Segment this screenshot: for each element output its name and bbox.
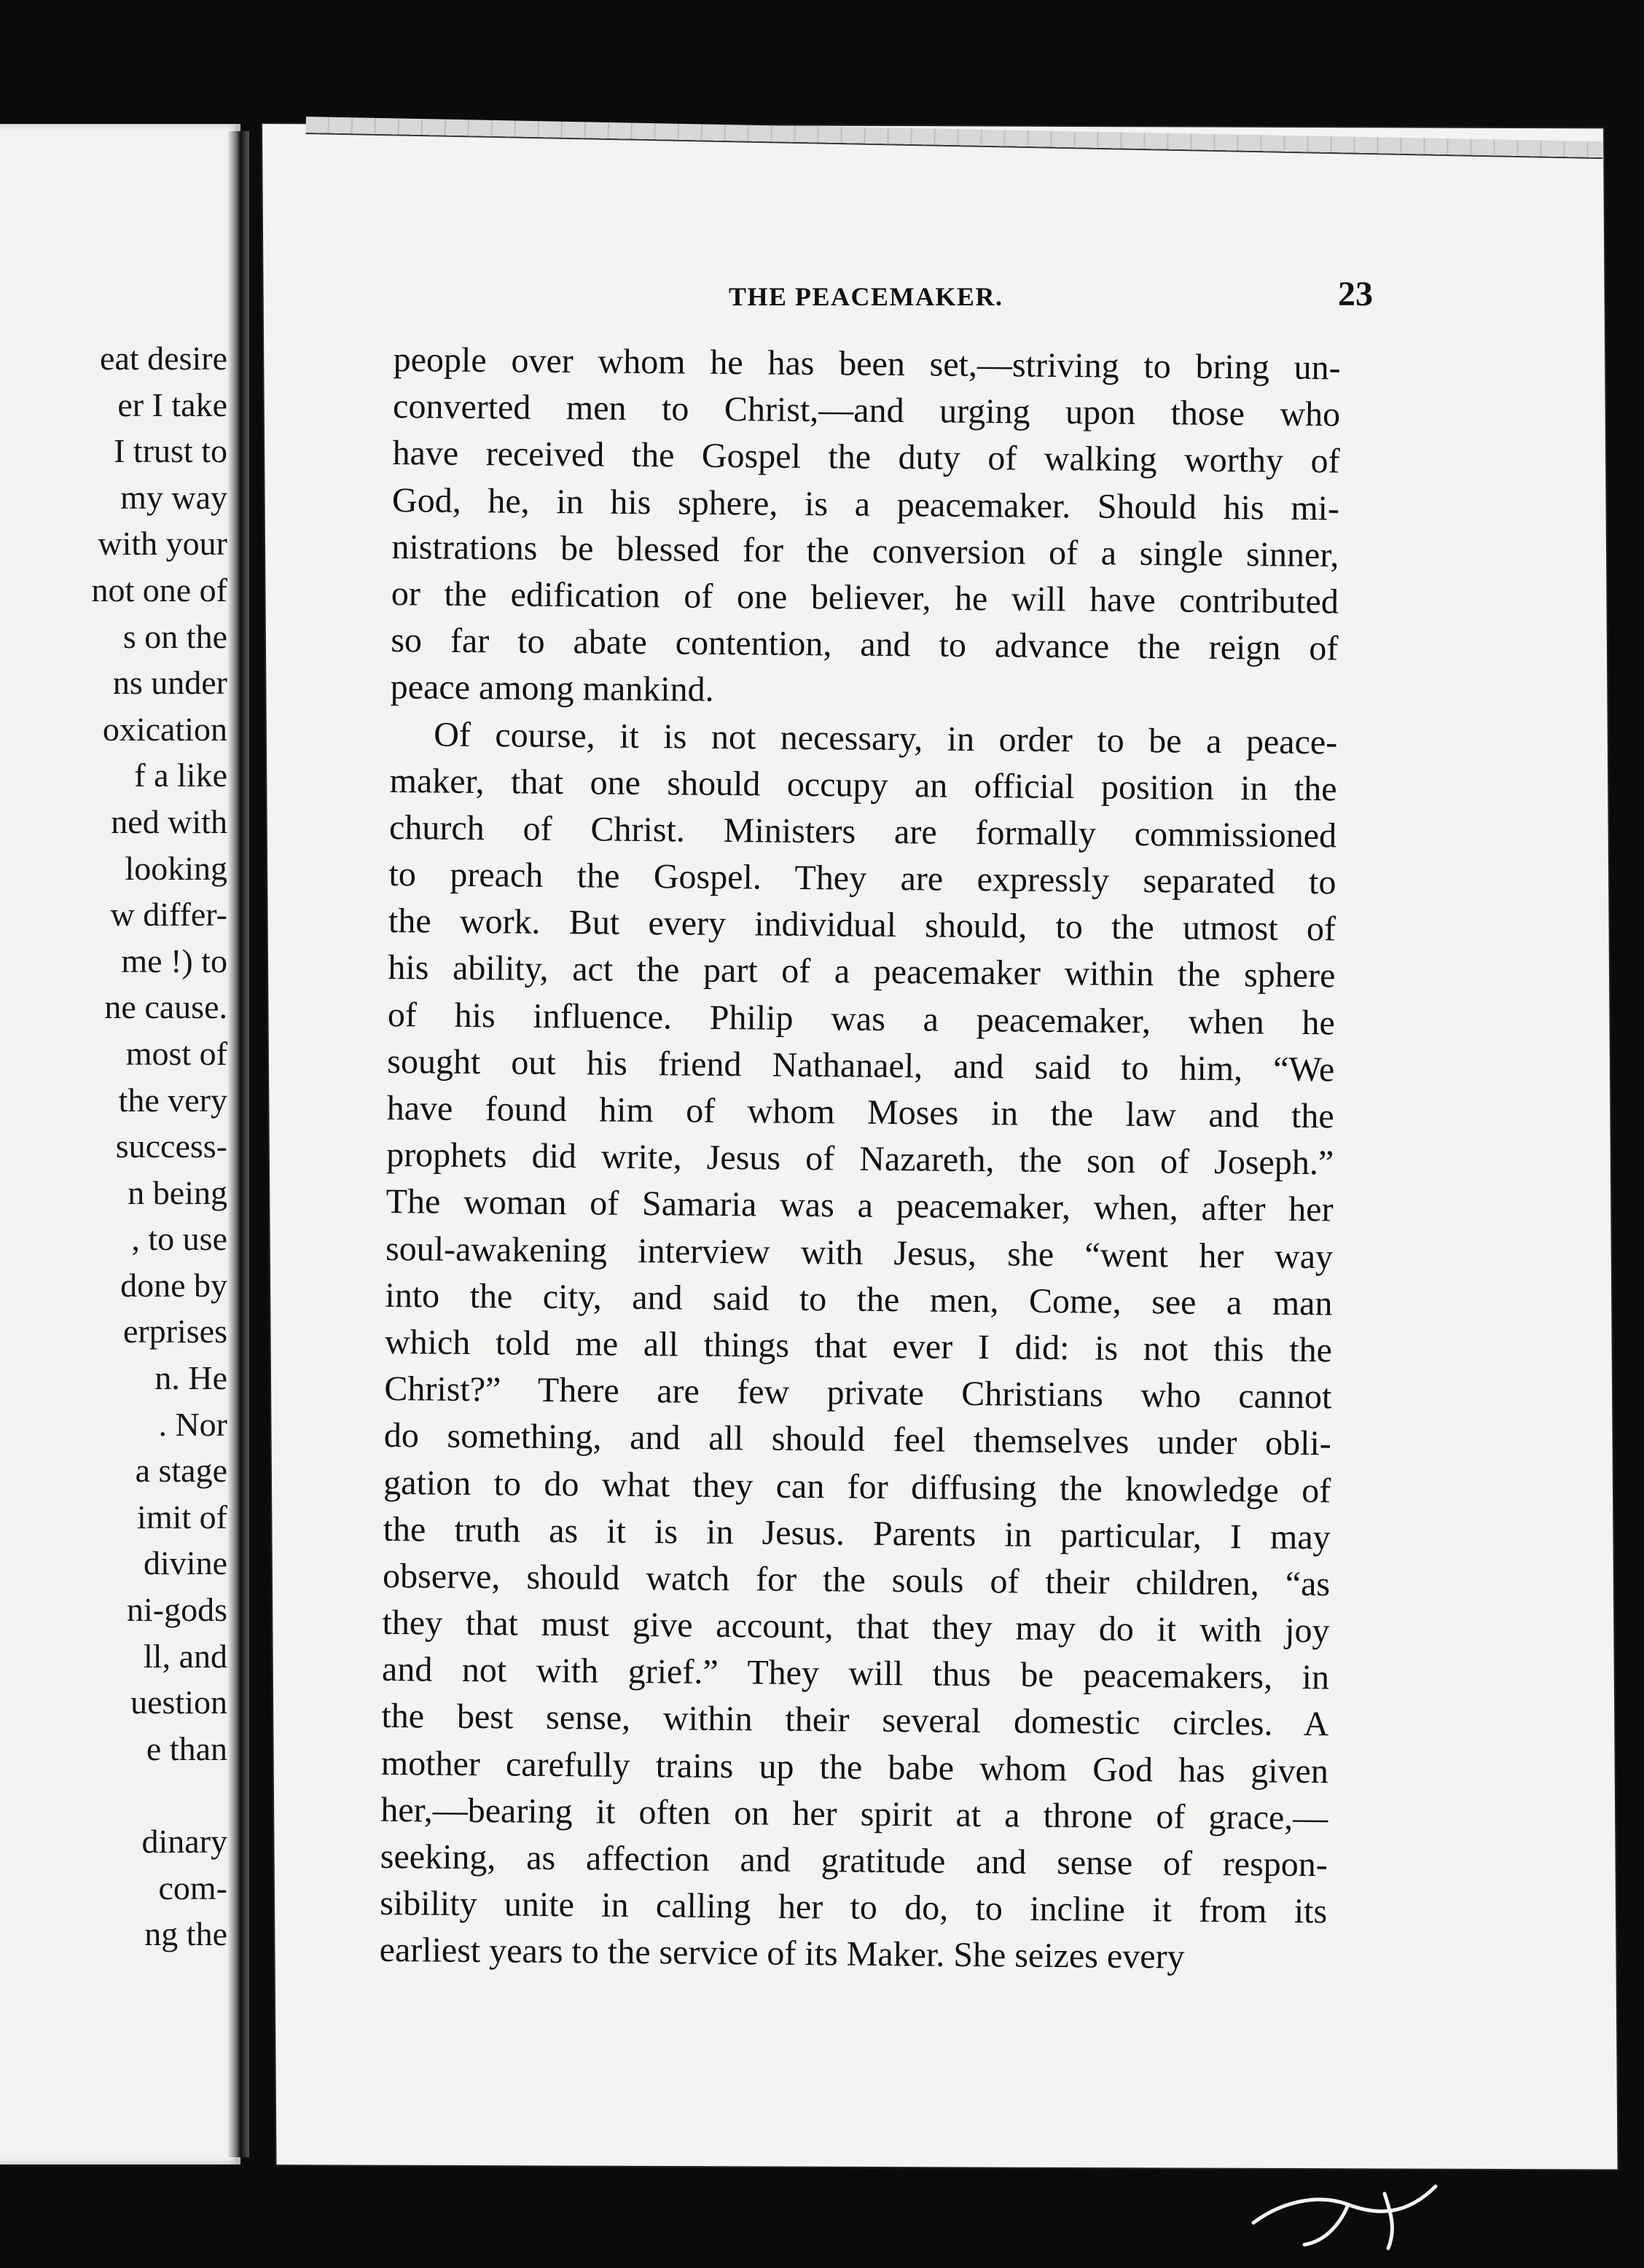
- text-line: her,—bearing it often on her spirit at a throne of grace,—: [380, 1790, 1328, 1838]
- text-line: his ability, act the part of a peacemaker within the sphere: [388, 948, 1336, 996]
- previous-page-line: er I take: [117, 386, 227, 423]
- previous-page-line: success-: [115, 1127, 227, 1165]
- previous-page-line: the very: [118, 1081, 227, 1119]
- previous-page-line: ni-gods: [127, 1591, 227, 1629]
- text-line: earliest years to the service of its Maker. She seizes every: [379, 1931, 1185, 1976]
- page-body: [379, 337, 1341, 1982]
- paragraph-start-line: Of course, it is not necessary, in order to be a peace-: [434, 715, 1338, 762]
- text-line: sought out his friend Nathanael, and said to him, “We: [387, 1041, 1335, 1090]
- previous-page-line: n being: [128, 1173, 227, 1211]
- previous-page-line: not one of: [91, 571, 227, 609]
- text-line: soul-awakening interview with Jesus, she “went her way: [385, 1229, 1334, 1276]
- text-line: nistrations be blessed for the conversion of a single sinner,: [391, 527, 1339, 575]
- text-line: have received the Gospel the duty of walking worthy of: [392, 434, 1340, 481]
- page-header: [408, 275, 1373, 321]
- text-line: have found him of whom Moses in the law and the: [386, 1088, 1334, 1136]
- text-line: Christ?” There are few private Christians who cannot: [384, 1369, 1332, 1417]
- previous-page-line: ned with: [111, 802, 227, 840]
- previous-page-line: a stage: [135, 1452, 227, 1490]
- page-number: 23: [1338, 275, 1373, 313]
- previous-page-line: imit of: [137, 1498, 227, 1536]
- text-line: mother carefully trains up the babe whom God has given: [380, 1743, 1329, 1791]
- text-line: and not with grief.” They will thus be peacemakers, in: [381, 1650, 1330, 1697]
- text-line: maker, that one should occupy an official position in the: [389, 761, 1337, 809]
- previous-page-line: f a like: [134, 756, 227, 794]
- previous-page-line: ng the: [144, 1915, 227, 1953]
- previous-page-line: done by: [120, 1266, 227, 1304]
- text-line: the best sense, within their several domestic circles. A: [381, 1697, 1329, 1744]
- text-line: The woman of Samaria was a peacemaker, when, after her: [385, 1182, 1334, 1229]
- previous-page-line: looking: [125, 849, 227, 887]
- previous-page-line: , to use: [131, 1220, 227, 1258]
- handwritten-mark: [1239, 2172, 1457, 2252]
- previous-page-line: erprises: [122, 1313, 227, 1350]
- previous-page-text: [1, 335, 227, 1958]
- previous-page-line: uestion: [130, 1684, 227, 1721]
- text-line: prophets did write, Jesus of Nazareth, the son of Joseph.”: [385, 1135, 1334, 1183]
- text-line: sibility unite in calling her to do, to incline it from its: [380, 1884, 1328, 1931]
- text-line: do something, and all should feel themselves under obli-: [383, 1416, 1332, 1463]
- running-head: THE PEACEMAKER.: [729, 282, 1003, 311]
- text-line: God, he, in his sphere, is a peacemaker. Should his mi-: [391, 480, 1340, 528]
- text-line: gation to do what they can for diffusing the knowledge of: [383, 1463, 1331, 1510]
- previous-page-line: ne cause.: [104, 988, 227, 1026]
- book-gutter: [227, 131, 249, 2157]
- text-line: seeking, as affection and gratitude and sense of respon-: [380, 1837, 1328, 1885]
- previous-page-line: dinary: [141, 1823, 227, 1860]
- text-line: the work. But every individual should, to the utmost of: [388, 902, 1336, 949]
- previous-page-line: s on the: [122, 617, 227, 655]
- text-line: to preach the Gospel. They are expressly separated to: [388, 855, 1336, 902]
- text-line: the truth as it is in Jesus. Parents in particular, I may: [383, 1509, 1331, 1557]
- previous-page-line: . Nor: [158, 1405, 227, 1443]
- previous-page-line: most of: [125, 1034, 227, 1072]
- previous-page-fragment: [0, 124, 240, 2165]
- previous-page-line: my way: [120, 478, 227, 516]
- text-line: so far to abate contention, and to advance the reign of: [391, 621, 1339, 668]
- previous-page-line: e than: [146, 1729, 227, 1767]
- previous-page-line: w differ-: [110, 896, 227, 934]
- text-line: church of Christ. Ministers are formally commissioned: [388, 808, 1337, 856]
- previous-page-line: com-: [158, 1869, 227, 1907]
- text-line: they that must give account, that they may do it with joy: [382, 1603, 1330, 1651]
- text-line: peace among mankind.: [390, 668, 714, 710]
- text-line: converted men to Christ,—and urging upon those who: [392, 387, 1341, 434]
- previous-page-line: [1, 1772, 227, 1818]
- previous-page-line: n. He: [154, 1359, 227, 1397]
- previous-page-line: I trust to: [114, 432, 227, 470]
- text-line: of his influence. Philip was a peacemaker, when he: [387, 995, 1336, 1042]
- previous-page-line: with your: [98, 525, 227, 563]
- text-line: people over whom he has been set,—striving to bring un-: [393, 340, 1341, 388]
- previous-page-line: me !) to: [121, 942, 227, 979]
- text-line: into the city, and said to the men, Come, see a man: [385, 1275, 1333, 1323]
- previous-page-line: oxication: [102, 710, 227, 748]
- previous-page-line: ns under: [112, 664, 227, 702]
- previous-page-line: eat desire: [100, 340, 227, 377]
- previous-page-line: ll, and: [144, 1637, 227, 1675]
- text-line: observe, should watch for the souls of their children, “as: [382, 1556, 1331, 1604]
- previous-page-line: divine: [144, 1544, 227, 1582]
- text-line: or the edification of one believer, he will have contributed: [391, 574, 1339, 622]
- text-line: which told me all things that ever I did: is not this the: [384, 1322, 1333, 1370]
